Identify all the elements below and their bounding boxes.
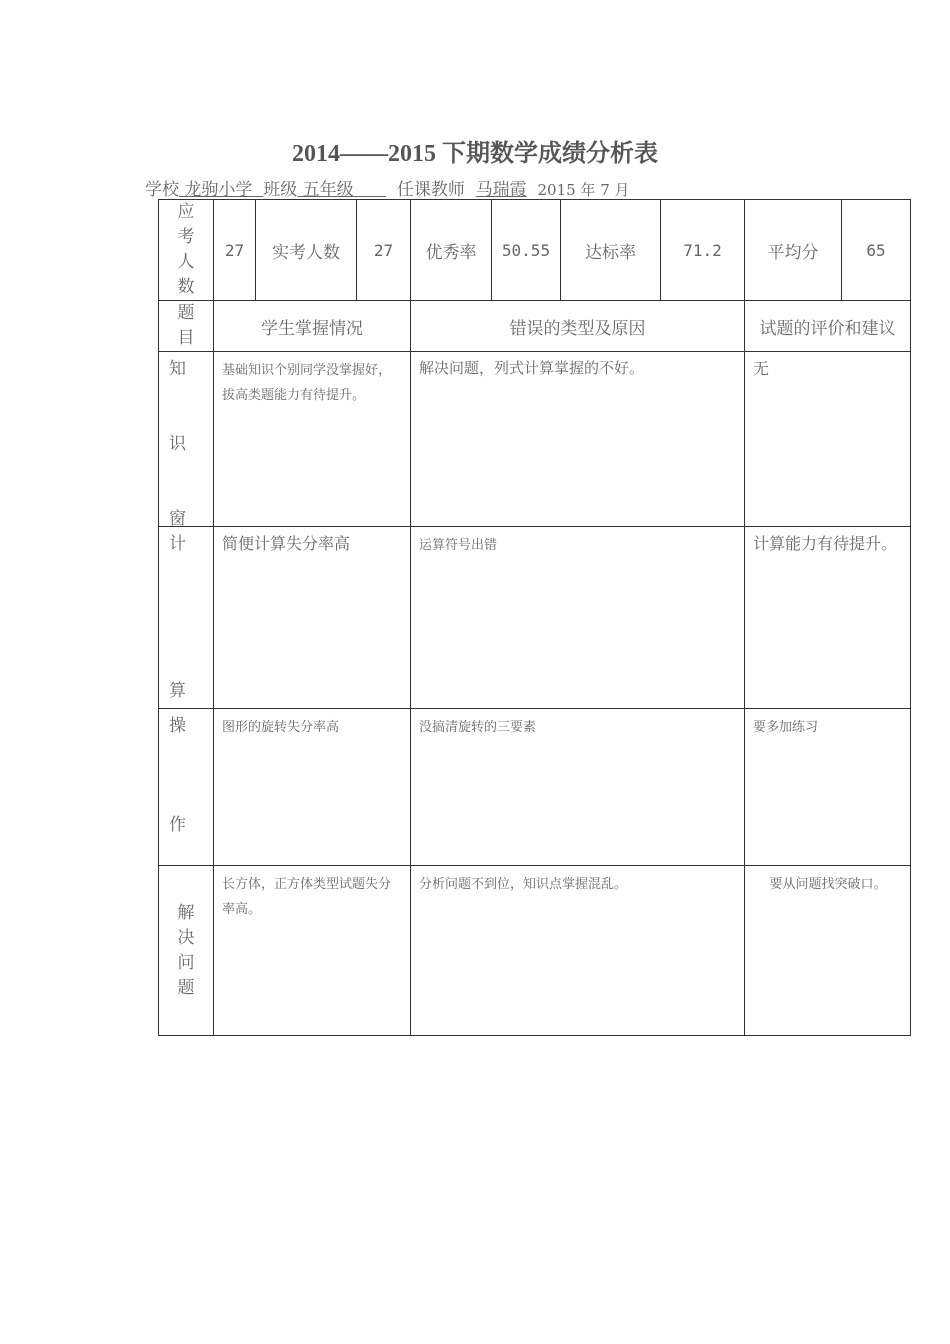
pass-rate-value: 71.2 (661, 200, 745, 301)
errors-header: 错误的类型及原因 (411, 301, 745, 352)
teacher-name: 马瑞霞 (475, 180, 527, 200)
problem-solving-errors: 分析问题不到位，知识点掌握混乱。 (411, 866, 745, 1036)
table-row (159, 709, 911, 866)
operation-advice: 要多加练习 (745, 709, 911, 866)
topic-calculation: 计 算 (159, 527, 214, 709)
topic-problem-solving: 解 决 问 题 (159, 866, 214, 1036)
expected-count-label: 应 考 人 数 (159, 200, 214, 301)
school-label: 学校 (145, 180, 179, 200)
calculation-mastery: 简便计算失分率高 (214, 527, 411, 709)
excellent-rate-label: 优秀率 (411, 200, 492, 301)
knowledge-advice: 无 (745, 352, 911, 527)
teacher-label: 任课教师 (396, 180, 465, 200)
meta-line (145, 175, 630, 200)
date-text: 2015 年 7 月 (537, 181, 630, 199)
knowledge-errors: 解决问题，列式计算掌握的不好。 (411, 352, 745, 527)
calculation-errors: 运算符号出错 (411, 527, 745, 709)
page-title: 2014——2015 下期数学成绩分析表 (292, 141, 658, 167)
table-row (159, 527, 911, 709)
calculation-advice: 计算能力有待提升。 (745, 527, 911, 709)
expected-count-value: 27 (214, 200, 256, 301)
operation-errors: 没搞清旋转的三要素 (411, 709, 745, 866)
header-row (159, 301, 911, 352)
topic-knowledge: 知 识 窗 (159, 352, 214, 527)
average-score-value: 65 (842, 200, 911, 301)
table-row (159, 866, 911, 1036)
score-analysis-table (158, 199, 911, 1036)
advice-header: 试题的评价和建议 (745, 301, 911, 352)
summary-row (159, 200, 911, 301)
topic-header: 题 目 (159, 301, 214, 352)
problem-solving-advice: 要从问题找突破口。 (745, 866, 911, 1036)
excellent-rate-value: 50.55 (492, 200, 561, 301)
average-score-label: 平均分 (745, 200, 842, 301)
problem-solving-mastery: 长方体，正方体类型试题失分率高。 (214, 866, 411, 1036)
operation-mastery: 图形的旋转失分率高 (214, 709, 411, 866)
topic-operation: 操 作 (159, 709, 214, 866)
pass-rate-label: 达标率 (561, 200, 661, 301)
mastery-header: 学生掌握情况 (214, 301, 411, 352)
table-row (159, 352, 911, 527)
grade-value: 五年级 (302, 180, 354, 200)
knowledge-mastery: 基础知识个别同学没掌握好，拔高类题能力有待提升。 (214, 352, 411, 527)
actual-count-value: 27 (357, 200, 411, 301)
class-label: 班级 (263, 180, 298, 200)
school-name: 龙驹小学 (184, 180, 253, 200)
actual-count-label: 实考人数 (256, 200, 357, 301)
